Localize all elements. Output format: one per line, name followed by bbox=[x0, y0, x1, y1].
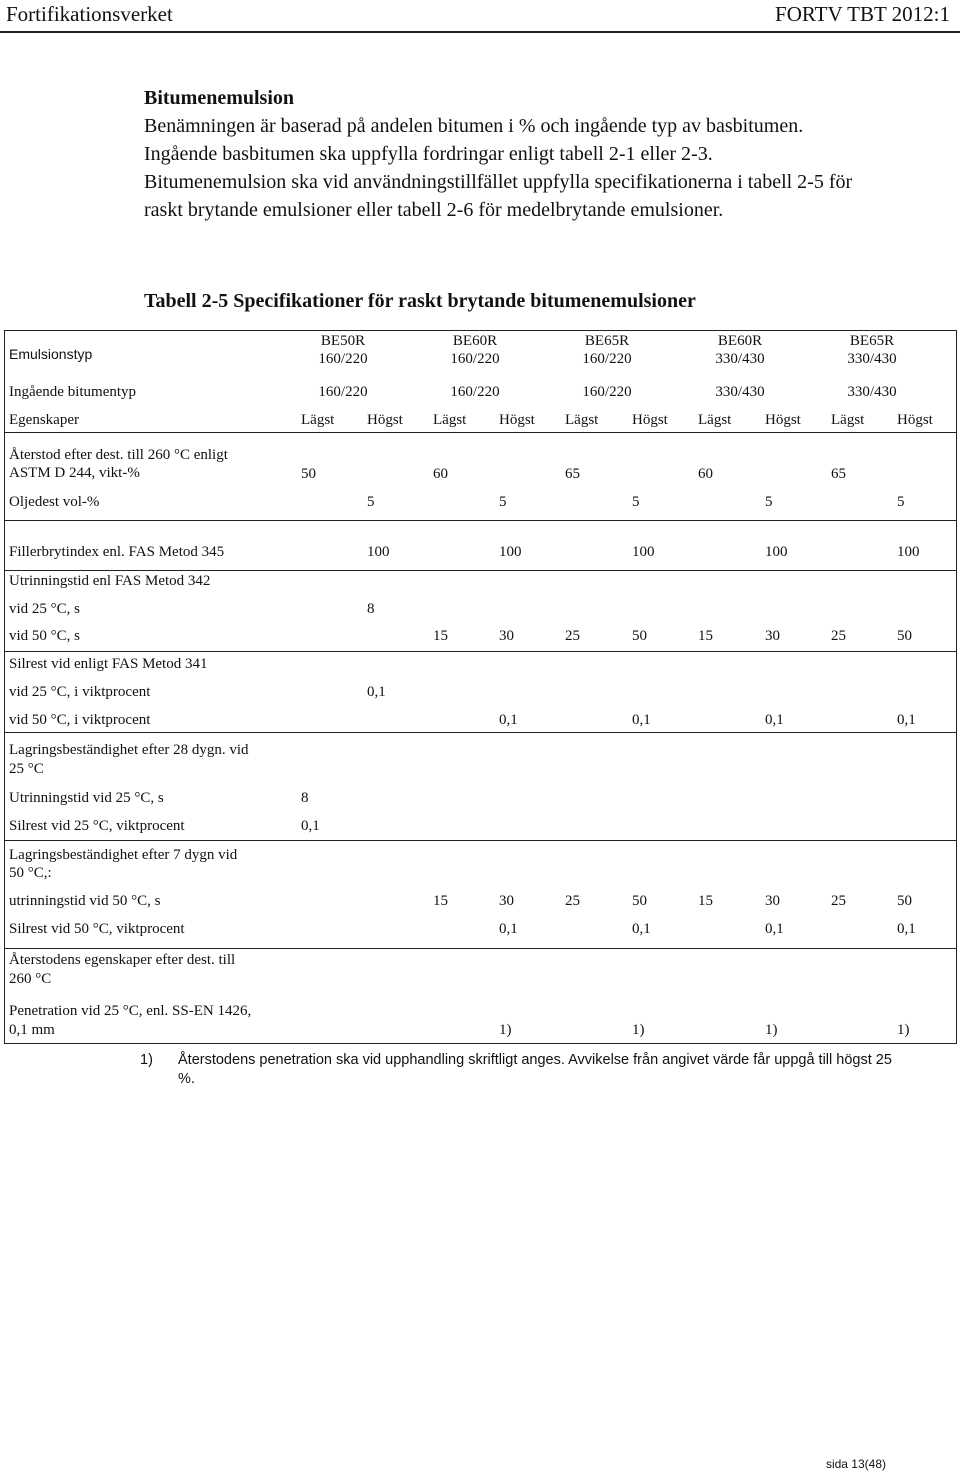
storage-7-sieve-value: 0,1 bbox=[897, 921, 916, 937]
type-name: BE60R bbox=[452, 333, 498, 349]
storage-28-sieve-value: 0,1 bbox=[301, 818, 320, 834]
column-low: Lägst bbox=[831, 412, 865, 428]
column-low: Lägst bbox=[565, 412, 599, 428]
storage-7-sieve-label: Silrest vid 50 °C, viktprocent bbox=[9, 921, 185, 937]
oil-distillate-value: 5 bbox=[632, 494, 640, 510]
bitumen-type-value: 160/220 bbox=[450, 384, 500, 400]
sieve-50-label: vid 50 °C, i viktprocent bbox=[9, 712, 151, 728]
flow-50-value: 15 bbox=[698, 628, 713, 644]
flow-50-value: 50 bbox=[632, 628, 647, 644]
flow-50-value: 50 bbox=[897, 628, 912, 644]
oil-distillate-value: 5 bbox=[765, 494, 773, 510]
residue-value: 65 bbox=[831, 466, 846, 482]
bitumen-type-value: 160/220 bbox=[318, 384, 368, 400]
penetration-value: 1) bbox=[897, 1022, 910, 1038]
sieve-50-value: 0,1 bbox=[632, 712, 651, 728]
emulsion-type-label: Emulsionstyp bbox=[9, 346, 93, 362]
sieve-50-value: 0,1 bbox=[765, 712, 784, 728]
intro-section bbox=[144, 84, 864, 224]
oil-distillate-value: 5 bbox=[499, 494, 507, 510]
table-separator bbox=[5, 651, 956, 652]
storage-7-flow-value: 15 bbox=[698, 893, 713, 909]
type-grade: 330/430 bbox=[847, 351, 897, 367]
oil-distillate-value: 5 bbox=[897, 494, 905, 510]
intro-paragraph-3: Bitumenemulsion ska vid användningstillfället uppfylla specifikationerna i tabell 2-5 för raskt brytande emulsioner eller tabell 2-6 för medelbrytande emulsioner. bbox=[144, 171, 853, 221]
sieve-25-value: 0,1 bbox=[367, 684, 386, 700]
column-low: Lägst bbox=[301, 412, 335, 428]
storage-7-flow-value: 50 bbox=[897, 893, 912, 909]
penetration-label: 0,1 mm bbox=[9, 1022, 55, 1038]
penetration-value: 1) bbox=[499, 1022, 512, 1038]
storage-7-sieve-value: 0,1 bbox=[765, 921, 784, 937]
penetration-label: Penetration vid 25 °C, enl. SS-EN 1426, bbox=[9, 1003, 252, 1019]
flow-50-value: 30 bbox=[765, 628, 780, 644]
residue-properties-label: Återstodens egenskaper efter dest. till bbox=[9, 952, 236, 968]
storage-7-label: 50 °C,: bbox=[9, 865, 52, 881]
type-name: BE60R bbox=[717, 333, 763, 349]
storage-7-flow-value: 30 bbox=[765, 893, 780, 909]
footnote-text: Återstodens penetration ska vid upphandling skriftligt anges. Avvikelse från angivet värde får uppgå till högst 25 %. bbox=[178, 1052, 892, 1087]
residue-value: 60 bbox=[433, 466, 448, 482]
residue-value: 65 bbox=[565, 466, 580, 482]
type-name: BE65R bbox=[849, 333, 895, 349]
table-caption: Tabell 2-5 Specifikationer för raskt brytande bitumenemulsioner bbox=[144, 290, 696, 312]
storage-28-label: Lagringsbeständighet efter 28 dygn. vid bbox=[9, 742, 249, 758]
page-header bbox=[0, 0, 960, 28]
sieve-residue-label: Silrest vid enligt FAS Metod 341 bbox=[9, 656, 208, 672]
table-separator bbox=[5, 840, 956, 841]
filler-index-value: 100 bbox=[499, 544, 522, 560]
intro-paragraph-2: Ingående basbitumen ska uppfylla fordringar enligt tabell 2-1 eller 2-3. bbox=[144, 143, 713, 165]
header-document-id: FORTV TBT 2012:1 bbox=[775, 2, 950, 26]
column-high: Högst bbox=[499, 412, 535, 428]
storage-7-flow-value: 15 bbox=[433, 893, 448, 909]
sieve-50-value: 0,1 bbox=[897, 712, 916, 728]
flow-25-value: 8 bbox=[367, 601, 375, 617]
type-grade: 160/220 bbox=[318, 351, 368, 367]
column-high: Högst bbox=[765, 412, 801, 428]
storage-7-flow-label: utrinningstid vid 50 °C, s bbox=[9, 893, 161, 909]
storage-7-flow-value: 25 bbox=[565, 893, 580, 909]
flow-50-value: 25 bbox=[831, 628, 846, 644]
storage-7-label: Lagringsbeständighet efter 7 dygn vid bbox=[9, 847, 238, 863]
residue-value: 60 bbox=[698, 466, 713, 482]
storage-7-sieve-value: 0,1 bbox=[632, 921, 651, 937]
penetration-value: 1) bbox=[632, 1022, 645, 1038]
oil-distillate-label: Oljedest vol-% bbox=[9, 494, 100, 510]
residue-properties-label: 260 °C bbox=[9, 971, 52, 987]
flow-50-value: 30 bbox=[499, 628, 514, 644]
spec-table bbox=[4, 330, 957, 1044]
column-high: Högst bbox=[367, 412, 403, 428]
table-separator bbox=[5, 570, 956, 571]
filler-index-label: Fillerbrytindex enl. FAS Metod 345 bbox=[9, 544, 225, 560]
header-rule bbox=[0, 31, 960, 33]
type-name: BE50R bbox=[320, 333, 366, 349]
table-separator bbox=[5, 948, 956, 949]
residue-value: 50 bbox=[301, 466, 316, 482]
storage-28-flow-value: 8 bbox=[301, 790, 309, 806]
type-name: BE65R bbox=[584, 333, 630, 349]
type-grade: 330/430 bbox=[715, 351, 765, 367]
flow-50-label: vid 50 °C, s bbox=[9, 628, 81, 644]
storage-28-flow-label: Utrinningstid vid 25 °C, s bbox=[9, 790, 164, 806]
type-grade: 160/220 bbox=[582, 351, 632, 367]
sieve-25-label: vid 25 °C, i viktprocent bbox=[9, 684, 151, 700]
type-grade: 160/220 bbox=[450, 351, 500, 367]
bitumen-type-label: Ingående bitumentyp bbox=[9, 384, 137, 400]
filler-index-value: 100 bbox=[765, 544, 788, 560]
oil-distillate-value: 5 bbox=[367, 494, 375, 510]
table-separator bbox=[5, 520, 956, 521]
storage-7-flow-value: 30 bbox=[499, 893, 514, 909]
header-organization: Fortifikationsverket bbox=[6, 2, 173, 26]
storage-7-sieve-value: 0,1 bbox=[499, 921, 518, 937]
flow-time-label: Utrinningstid enl FAS Metod 342 bbox=[9, 573, 211, 589]
column-high: Högst bbox=[897, 412, 933, 428]
sieve-50-value: 0,1 bbox=[499, 712, 518, 728]
penetration-value: 1) bbox=[765, 1022, 778, 1038]
table-separator bbox=[5, 432, 956, 433]
storage-7-flow-value: 50 bbox=[632, 893, 647, 909]
flow-25-label: vid 25 °C, s bbox=[9, 601, 81, 617]
filler-index-value: 100 bbox=[897, 544, 920, 560]
column-low: Lägst bbox=[433, 412, 467, 428]
bitumen-type-value: 330/430 bbox=[847, 384, 897, 400]
storage-28-sieve-label: Silrest vid 25 °C, viktprocent bbox=[9, 818, 185, 834]
section-heading: Bitumenemulsion bbox=[144, 87, 295, 109]
residue-label: Återstod efter dest. till 260 °C enligt bbox=[9, 447, 228, 463]
column-high: Högst bbox=[632, 412, 668, 428]
bitumen-type-value: 330/430 bbox=[715, 384, 765, 400]
table-separator bbox=[5, 732, 956, 733]
filler-index-value: 100 bbox=[632, 544, 655, 560]
properties-label: Egenskaper bbox=[9, 412, 79, 428]
intro-paragraph-1: Benämningen är baserad på andelen bitumen i % och ingående typ av basbitumen. bbox=[144, 115, 804, 137]
storage-7-flow-value: 25 bbox=[831, 893, 846, 909]
flow-50-value: 15 bbox=[433, 628, 448, 644]
column-low: Lägst bbox=[698, 412, 732, 428]
bitumen-type-value: 160/220 bbox=[582, 384, 632, 400]
footnote-number: 1) bbox=[140, 1052, 153, 1068]
residue-label: ASTM D 244, vikt-% bbox=[9, 465, 140, 481]
storage-28-label: 25 °C bbox=[9, 761, 44, 777]
flow-50-value: 25 bbox=[565, 628, 580, 644]
filler-index-value: 100 bbox=[367, 544, 390, 560]
page-number: sida 13(48) bbox=[825, 1457, 886, 1471]
